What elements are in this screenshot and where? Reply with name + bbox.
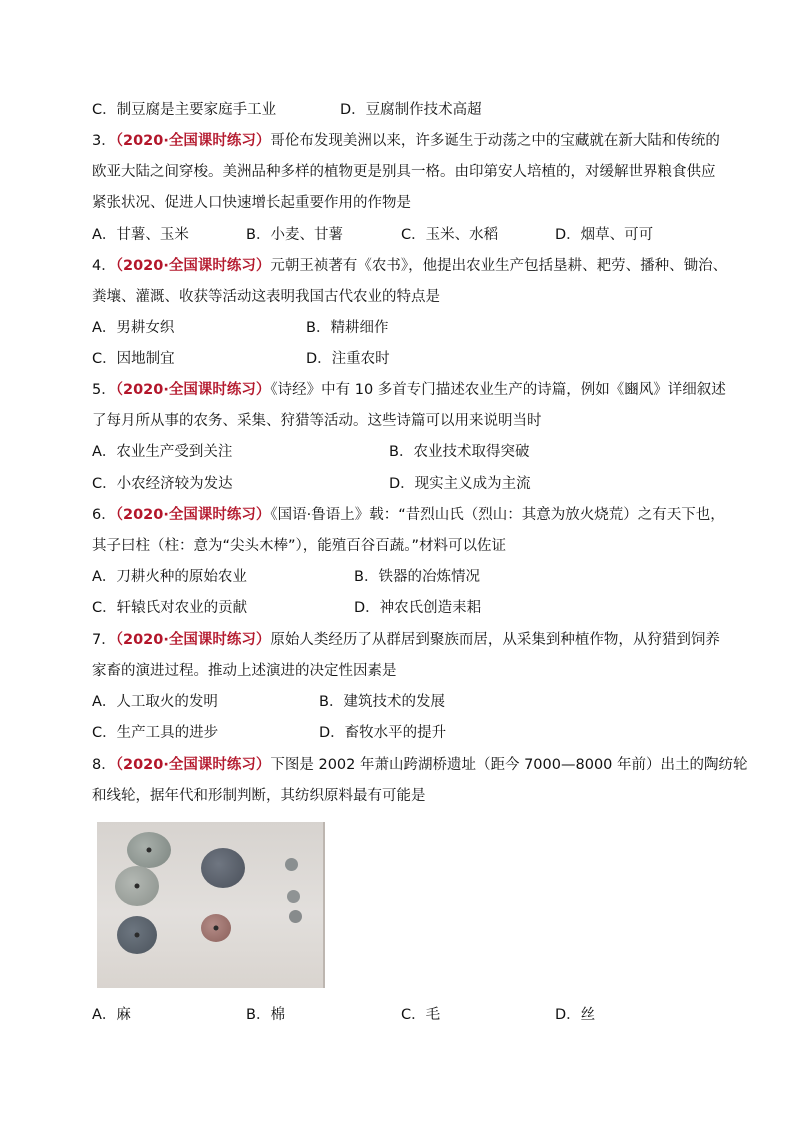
- q6-source: （2020·全国课时练习）: [115, 507, 271, 523]
- spindle-whorl-photo: [97, 822, 325, 988]
- q4-stem-line2: 粪壤、灌溉、收获等活动这表明我国古代农业的特点是: [92, 289, 440, 305]
- whorl-disc: [115, 866, 159, 906]
- q4-stem-line1: [92, 256, 727, 276]
- q7-source: （2020·全国课时练习）: [115, 632, 271, 648]
- small-line-wheel: [287, 890, 300, 903]
- q7-option-a: A．人工取火的发明: [92, 694, 218, 710]
- q8-option-c: C．毛: [401, 1007, 441, 1023]
- q7-stem-line1: [92, 630, 720, 650]
- q3-source: （2020·全国课时练习）: [115, 133, 271, 149]
- q8-number: 8．: [92, 757, 116, 773]
- q3-number: 3．: [92, 133, 116, 149]
- q7-option-c: C．生产工具的进步: [92, 725, 219, 741]
- q8-option-a: A．麻: [92, 1007, 131, 1023]
- whorl-disc: [127, 832, 171, 868]
- small-line-wheel: [285, 858, 298, 871]
- q8-option-b: B．棉: [246, 1007, 285, 1023]
- whorl-hole: [135, 884, 140, 889]
- q8-stem-line1: [92, 755, 748, 775]
- q5-option-a: A．农业生产受到关注: [92, 444, 233, 460]
- q5-option-c: C．小农经济较为发达: [92, 476, 233, 492]
- q6-stem-line2: 其子曰柱（柱：意为“尖头木棒”），能殖百谷百蔬。”材料可以佐证: [92, 538, 507, 554]
- q5-stem-line1: [92, 380, 726, 400]
- q6-option-b: B．铁器的冶炼情况: [354, 569, 480, 585]
- q8-stem-line2: 和线轮，据年代和形制判断，其纺织原料最有可能是: [92, 788, 426, 804]
- q8-text: 下图是 2002 年萧山跨湖桥遗址（距今 7000—8000 年前）出土的陶纺轮: [270, 757, 748, 773]
- whorl-disc: [117, 916, 157, 954]
- q6-stem-line1: [92, 505, 725, 525]
- q3-stem-line3: 紧张状况、促进人口快速增长起重要作用的作物是: [92, 195, 411, 211]
- q3-text: 哥伦布发现美洲以来，许多诞生于动荡之中的宝藏就在新大陆和传统的: [270, 133, 720, 149]
- q5-text: 《诗经》中有 10 多首专门描述农业生产的诗篇，例如《豳风》详细叙述: [270, 382, 726, 398]
- q6-text: 《国语·鲁语上》载：“昔烈山氏（烈山：其意为放火烧荒）之有天下也，: [270, 507, 725, 523]
- q3-stem-line1: [92, 131, 720, 151]
- whorl-hole: [147, 848, 152, 853]
- q6-option-d: D．神农氏创造耒耜: [354, 600, 482, 616]
- q5-stem-line2: 了每月所从事的农务、采集、狩猎等活动。这些诗篇可以用来说明当时: [92, 413, 542, 429]
- q6-option-a: A．刀耕火种的原始农业: [92, 569, 247, 585]
- q2-option-d: D．豆腐制作技术高超: [340, 102, 482, 118]
- q3-stem-line2: 欧亚大陆之间穿梭。美洲品种多样的植物更是别具一格。由印第安人培植的，对缓解世界粮食供应: [92, 164, 716, 180]
- q3-option-b: B．小麦、甘薯: [246, 227, 343, 243]
- q6-number: 6．: [92, 507, 116, 523]
- q7-stem-line2: 家畜的演进过程。推动上述演进的决定性因素是: [92, 663, 397, 679]
- q8-option-d: D．丝: [555, 1007, 596, 1023]
- q3-option-c: C．玉米、水稻: [401, 227, 499, 243]
- q4-option-b: B．精耕细作: [306, 320, 389, 336]
- q3-option-d: D．烟草、可可: [555, 227, 654, 243]
- whorl-hole: [135, 933, 140, 938]
- q4-text: 元朝王祯著有《农书》，他提出农业生产包括垦耕、耙劳、播种、锄治、: [270, 258, 728, 274]
- q7-option-b: B．建筑技术的发展: [319, 694, 445, 710]
- q4-option-a: A．男耕女织: [92, 320, 175, 336]
- q7-number: 7．: [92, 632, 116, 648]
- small-line-wheel: [289, 910, 302, 923]
- q2-option-c: C．制豆腐是主要家庭手工业: [92, 102, 277, 118]
- q4-number: 4．: [92, 258, 116, 274]
- q4-option-c: C．因地制宜: [92, 351, 175, 367]
- q8-source: （2020·全国课时练习）: [115, 757, 271, 773]
- q7-option-d: D．畜牧水平的提升: [319, 725, 447, 741]
- q4-option-d: D．注重农时: [306, 351, 390, 367]
- whorl-hole: [214, 926, 219, 931]
- q7-text: 原始人类经历了从群居到聚族而居，从采集到种植作物，从狩猎到饲养: [270, 632, 720, 648]
- q5-source: （2020·全国课时练习）: [115, 382, 271, 398]
- whorl-disc: [201, 848, 245, 888]
- whorl-disc: [201, 914, 231, 942]
- q6-option-c: C．轩辕氏对农业的贡献: [92, 600, 248, 616]
- q3-option-a: A．甘薯、玉米: [92, 227, 189, 243]
- q5-number: 5．: [92, 382, 116, 398]
- q4-source: （2020·全国课时练习）: [115, 258, 271, 274]
- q5-option-d: D．现实主义成为主流: [389, 476, 531, 492]
- q5-option-b: B．农业技术取得突破: [389, 444, 530, 460]
